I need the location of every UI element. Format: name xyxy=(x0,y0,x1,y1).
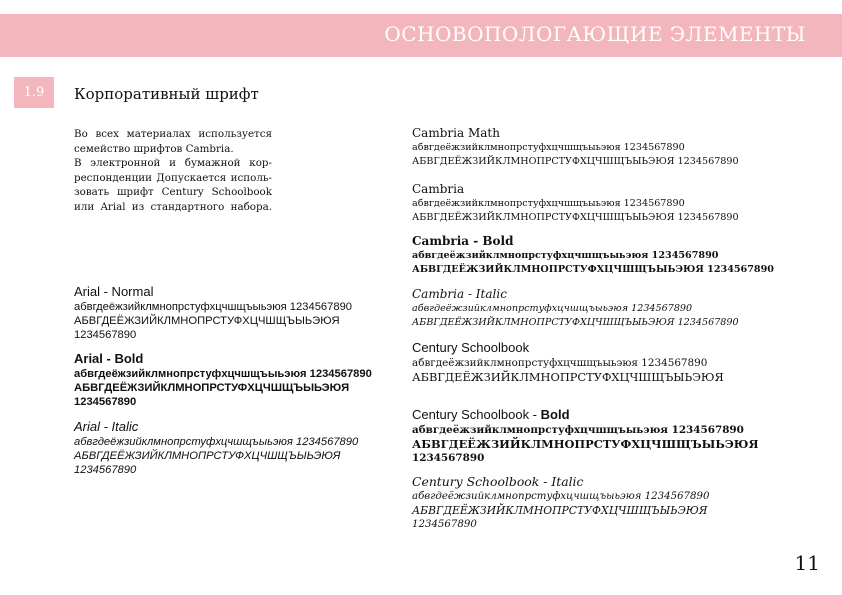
font-sample-arial-normal xyxy=(74,284,352,342)
font-name-bold-part: Bold xyxy=(540,407,570,422)
intro-line: или Arial из стандартного набора. xyxy=(74,200,272,213)
lowercase-sample: абвгдеёжзийклмнопрстуфхцчшщъыьэюя 1234567890 xyxy=(412,357,708,369)
uppercase-sample: АБВГДЕЁЖЗИЙКЛМНОПРСТУФХЦЧШЩЪЫЬЭЮЯ 1234567890 xyxy=(412,212,739,223)
intro-paragraph xyxy=(74,127,272,215)
font-sample-cambria xyxy=(412,181,739,225)
uppercase-sample: АБВГДЕЁЖЗИЙКЛМНОПРСТУФХЦЧШЩЪЫЬЭЮЯ xyxy=(412,504,708,517)
font-name: Arial - Normal xyxy=(74,284,154,299)
font-name xyxy=(412,407,759,423)
lowercase-sample: абвгдеёжзийклмнопрстуфхцчшщъыьэюя 1234567890 xyxy=(412,424,744,436)
font-sample-century-schoolbook-italic xyxy=(412,474,709,532)
digits-sample: 1234567890 xyxy=(74,396,137,408)
font-name: Arial - Bold xyxy=(74,351,144,366)
lowercase-sample: абвгдеёжзийклмнопрстуфхцчшщъыьэюя 1234567890 xyxy=(412,142,685,153)
uppercase-sample: АБВГДЕЁЖЗИЙКЛМНОПРСТУФХЦЧШЩЪЫЬЭЮЯ 1234567890 xyxy=(412,156,739,167)
font-sample-century-schoolbook xyxy=(412,340,724,384)
uppercase-sample: АБВГДЕЁЖЗИЙКЛМНОПРСТУФХЦЧШЩЪЫЬЭЮЯ 1234567890 xyxy=(412,317,739,328)
page-number: 11 xyxy=(794,551,820,575)
font-sample-arial-bold xyxy=(74,351,372,409)
font-name-regular-part: Century Schoolbook - xyxy=(412,407,541,422)
font-name: Arial - Italic xyxy=(74,419,139,434)
font-name: Cambria - Italic xyxy=(412,287,507,301)
font-sample-cambria-math xyxy=(412,125,739,169)
uppercase-sample: АБВГДЕЁЖЗИЙКЛМНОПРСТУФХЦЧШЩЪЫЬЭЮЯ xyxy=(412,370,724,384)
font-name: Cambria - Bold xyxy=(412,234,514,248)
font-sample-century-schoolbook-bold xyxy=(412,407,759,465)
digits-sample: 1234567890 xyxy=(74,464,137,476)
font-sample-cambria-bold xyxy=(412,233,774,277)
digits-sample: 1234567890 xyxy=(74,329,137,341)
section-title: Корпоративный шрифт xyxy=(74,85,259,103)
intro-line: респонденции Допускается исполь- xyxy=(74,171,272,184)
intro-line: семейство шрифтов Cambria. xyxy=(74,142,234,155)
header-band xyxy=(0,14,842,57)
font-name: Century Schoolbook - Italic xyxy=(412,474,584,489)
font-name: Cambria xyxy=(412,182,465,196)
intro-line: В электронной и бумажной кор- xyxy=(74,157,272,170)
digits-sample: 1234567890 xyxy=(412,519,477,530)
lowercase-sample: абвгдеёжзийклмнопрстуфхцчшщъыьэюя 1234567890 xyxy=(412,198,685,209)
uppercase-sample: АБВГДЕЁЖЗИЙКЛМНОПРСТУФХЦЧШЩЪЫЬЭЮЯ xyxy=(74,315,340,327)
uppercase-sample: АБВГДЕЁЖЗИЙКЛМНОПРСТУФХЦЧШЩЪЫЬЭЮЯ xyxy=(412,437,759,451)
lowercase-sample: абвгдеёжзийклмнопрстуфхцчшщъыьэюя 1234567890 xyxy=(412,303,693,314)
font-sample-arial-italic xyxy=(74,419,358,477)
lowercase-sample: абвгдеёжзийклмнопрстуфхцчшщъыьэюя 1234567890 xyxy=(74,301,353,313)
font-name: Cambria Math xyxy=(412,126,500,140)
header-title: ОСНОВОПОЛОГАЮЩИЕ ЭЛЕМЕНТЫ xyxy=(384,22,806,46)
uppercase-sample: АБВГДЕЁЖЗИЙКЛМНОПРСТУФХЦЧШЩЪЫЬЭЮЯ xyxy=(74,450,341,462)
font-sample-cambria-italic xyxy=(412,286,739,330)
intro-line: Во всех материалах используется xyxy=(74,128,272,140)
uppercase-sample: АБВГДЕЁЖЗИЙКЛМНОПРСТУФХЦЧШЩЪЫЬЭЮЯ 1234567890 xyxy=(412,264,774,275)
lowercase-sample: абвгдеёжзийклмнопрстуфхцчшщъыьэюя 1234567890 xyxy=(412,491,710,502)
lowercase-sample: абвгдеёжзийклмнопрстуфхцчшщъыьэюя 1234567890 xyxy=(74,368,372,380)
font-name: Century Schoolbook xyxy=(412,340,530,355)
digits-sample: 1234567890 xyxy=(412,452,485,464)
uppercase-sample: АБВГДЕЁЖЗИЙКЛМНОПРСТУФХЦЧШЩЪЫЬЭЮЯ xyxy=(74,382,350,394)
section-number-badge: 1.9 xyxy=(14,77,54,108)
intro-line: зовать шрифт Century Schoolbook xyxy=(74,186,272,199)
lowercase-sample: абвгдеёжзийклмнопрстуфхцчшщъыьэюя 1234567890 xyxy=(412,250,719,261)
lowercase-sample: абвгдеёжзийклмнопрстуфхцчшщъыьэюя 1234567890 xyxy=(74,436,359,448)
